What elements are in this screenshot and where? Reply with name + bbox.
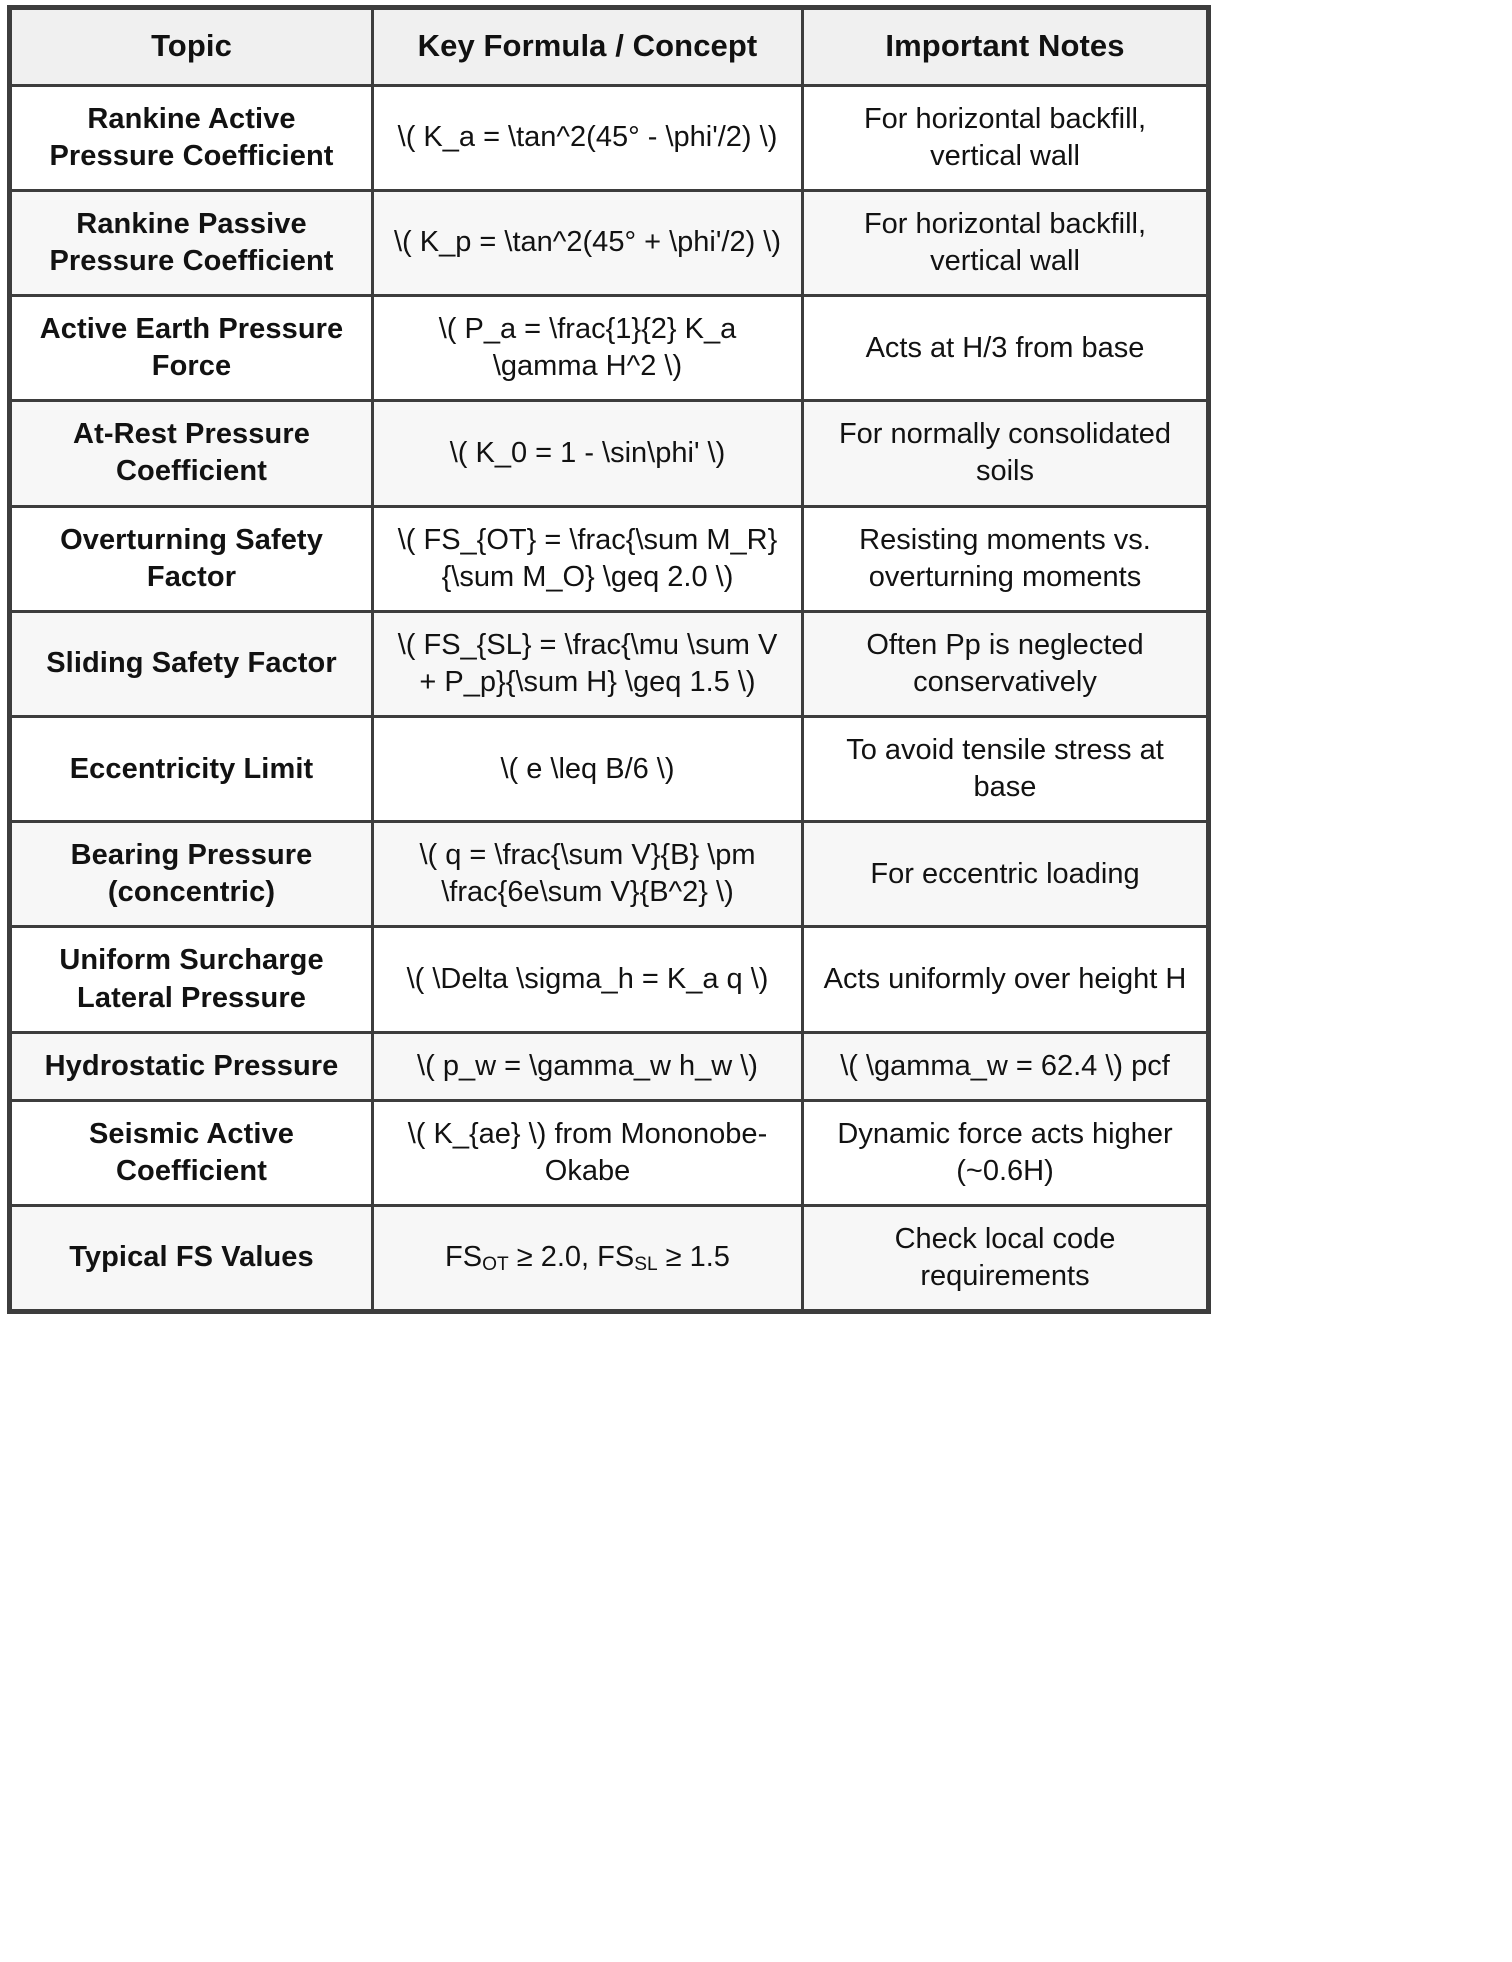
table-row bbox=[10, 85, 1209, 190]
cell-topic: Active Earth Pressure Force bbox=[10, 296, 373, 401]
cell-topic: Sliding Safety Factor bbox=[10, 611, 373, 716]
table-header bbox=[10, 8, 1209, 86]
cell-formula: \( K_a = \tan^2(45° - \phi'/2) \) bbox=[373, 85, 803, 190]
table-row bbox=[10, 506, 1209, 611]
cell-formula: \( K_p = \tan^2(45° + \phi'/2) \) bbox=[373, 190, 803, 295]
cell-topic: At-Rest Pressure Coefficient bbox=[10, 401, 373, 506]
cell-notes: For eccentric loading bbox=[803, 822, 1209, 927]
cell-formula: \( e \leq B/6 \) bbox=[373, 716, 803, 821]
table-row bbox=[10, 1100, 1209, 1205]
cell-notes: Dynamic force acts higher (~0.6H) bbox=[803, 1100, 1209, 1205]
cell-topic: Eccentricity Limit bbox=[10, 716, 373, 821]
cell-formula: \( FS_{OT} = \frac{\sum M_R}{\sum M_O} \geq 2.0 \) bbox=[373, 506, 803, 611]
cell-notes: Resisting moments vs. overturning moments bbox=[803, 506, 1209, 611]
table-row bbox=[10, 1205, 1209, 1311]
column-header-topic: Topic bbox=[10, 8, 373, 86]
cell-topic: Uniform Surcharge Lateral Pressure bbox=[10, 927, 373, 1032]
table-row bbox=[10, 611, 1209, 716]
cell-formula: \( K_{ae} \) from Mononobe-Okabe bbox=[373, 1100, 803, 1205]
cell-formula: \( q = \frac{\sum V}{B} \pm \frac{6e\sum V}{B^2} \) bbox=[373, 822, 803, 927]
table-row bbox=[10, 401, 1209, 506]
cell-notes: \( \gamma_w = 62.4 \) pcf bbox=[803, 1032, 1209, 1100]
cell-formula: \( \Delta \sigma_h = K_a q \) bbox=[373, 927, 803, 1032]
table-row bbox=[10, 822, 1209, 927]
cell-topic: Typical FS Values bbox=[10, 1205, 373, 1311]
table-header-row bbox=[10, 8, 1209, 86]
cell-topic: Hydrostatic Pressure bbox=[10, 1032, 373, 1100]
cell-notes: To avoid tensile stress at base bbox=[803, 716, 1209, 821]
cell-notes: For normally consolidated soils bbox=[803, 401, 1209, 506]
cell-topic: Overturning Safety Factor bbox=[10, 506, 373, 611]
cell-notes: Acts at H/3 from base bbox=[803, 296, 1209, 401]
column-header-notes: Important Notes bbox=[803, 8, 1209, 86]
cell-topic: Seismic Active Coefficient bbox=[10, 1100, 373, 1205]
column-header-formula: Key Formula / Concept bbox=[373, 8, 803, 86]
table-row bbox=[10, 1032, 1209, 1100]
table-row bbox=[10, 716, 1209, 821]
table-row bbox=[10, 296, 1209, 401]
cell-topic: Rankine Active Pressure Coefficient bbox=[10, 85, 373, 190]
table-row bbox=[10, 190, 1209, 295]
cell-topic: Rankine Passive Pressure Coefficient bbox=[10, 190, 373, 295]
cell-topic: Bearing Pressure (concentric) bbox=[10, 822, 373, 927]
cell-notes: For horizontal backfill, vertical wall bbox=[803, 85, 1209, 190]
cell-notes: For horizontal backfill, vertical wall bbox=[803, 190, 1209, 295]
cell-formula: \( P_a = \frac{1}{2} K_a \gamma H^2 \) bbox=[373, 296, 803, 401]
cell-notes: Acts uniformly over height H bbox=[803, 927, 1209, 1032]
table-row bbox=[10, 927, 1209, 1032]
cell-formula: \( K_0 = 1 - \sin\phi' \) bbox=[373, 401, 803, 506]
cell-notes: Often Pp is neglected conservatively bbox=[803, 611, 1209, 716]
cell-formula: $FS_{OT} \ge 2.0$, $FS_{SL} \ge 1.5$ bbox=[373, 1205, 803, 1311]
cell-formula: \( FS_{SL} = \frac{\mu \sum V + P_p}{\sum H} \geq 1.5 \) bbox=[373, 611, 803, 716]
cell-notes: Check local code requirements bbox=[803, 1205, 1209, 1311]
table-body bbox=[10, 85, 1209, 1312]
cell-formula: \( p_w = \gamma_w h_w \) bbox=[373, 1032, 803, 1100]
reference-table bbox=[7, 5, 1211, 1314]
